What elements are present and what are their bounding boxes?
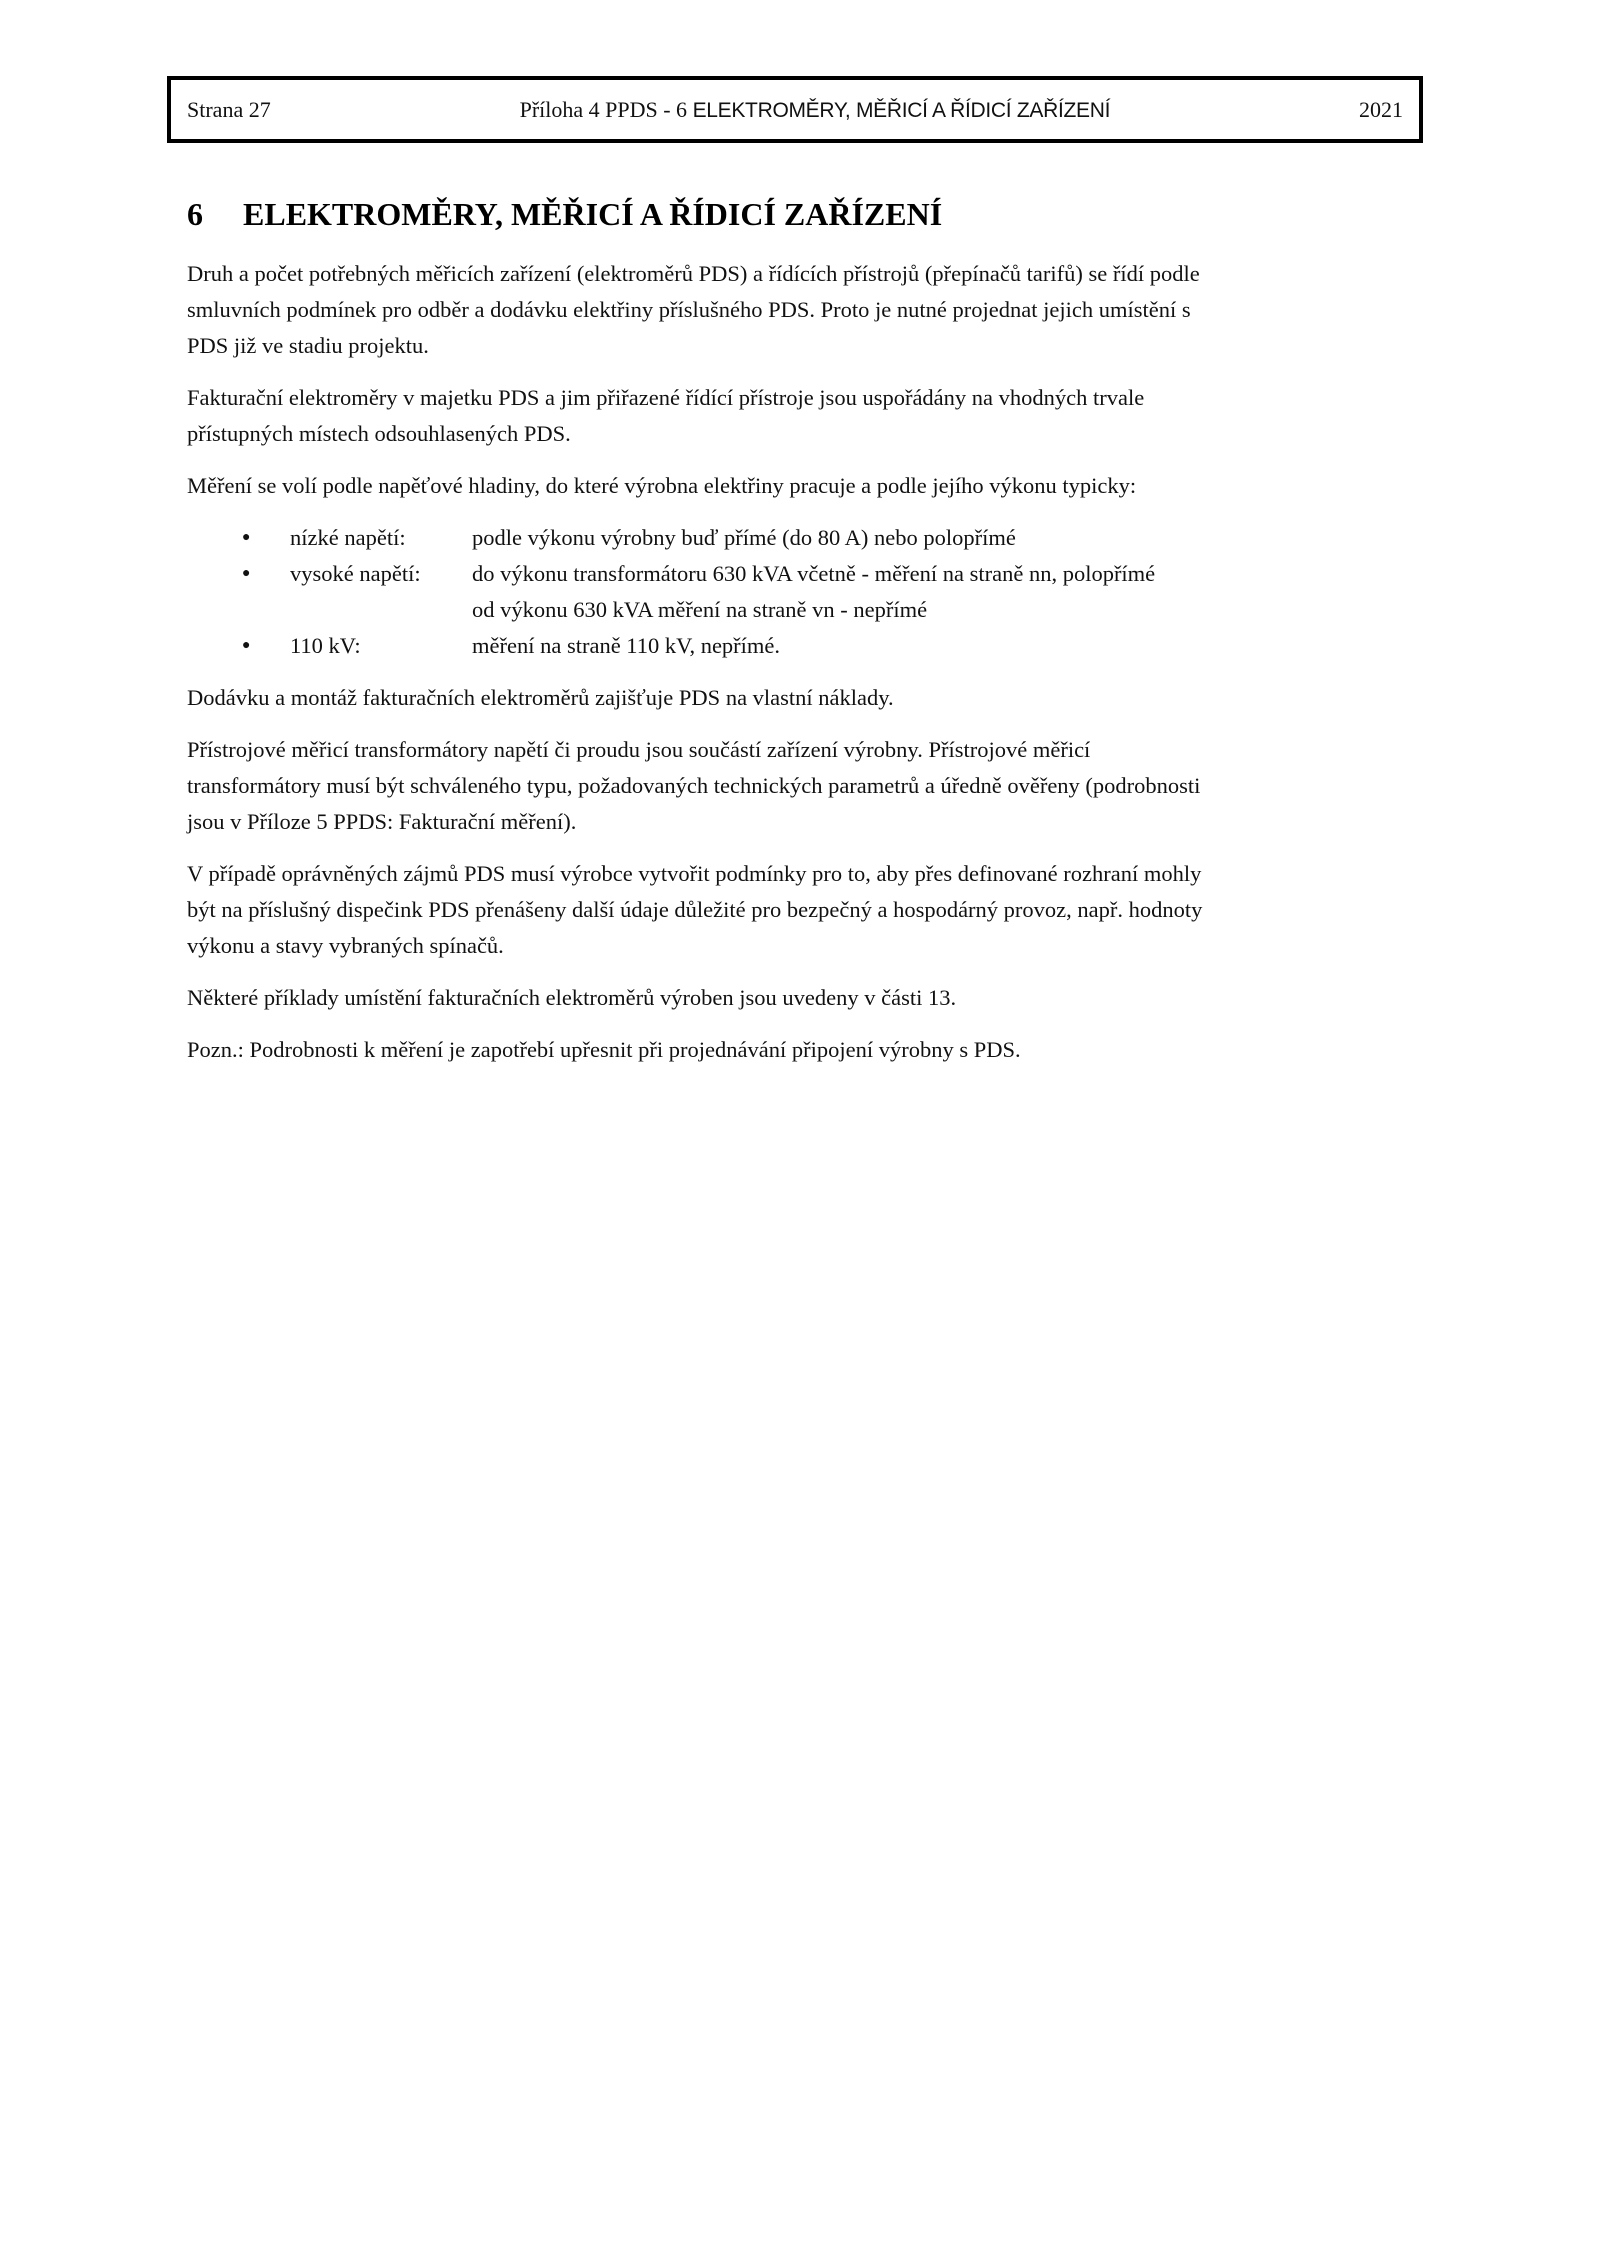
header-page-number: Strana 27 — [187, 96, 271, 122]
header-title — [271, 97, 1359, 123]
bullet-label: nízké napětí: — [290, 525, 406, 550]
text-line: Měření se volí podle napěťové hladiny, do které výrobna elektřiny pracuje a podle jejího výkonu typicky: — [187, 473, 1137, 498]
text-line: PDS již ve stadiu projektu. — [187, 333, 429, 358]
section-title: ELEKTROMĚRY, MĚŘICÍ A ŘÍDICÍ ZAŘÍZENÍ — [243, 196, 943, 232]
paragraph — [187, 380, 1449, 452]
header-appendix-label: Příloha 4 PPDS - 6 — [519, 96, 693, 122]
section-number: 6 — [187, 196, 203, 232]
text-line: transformátory musí být schváleného typu, požadovaných technických parametrů a úředně ověřeny (podrobnosti — [187, 773, 1201, 798]
text-line: být na příslušný dispečink PDS přenášeny další údaje důležité pro bezpečný a hospodárný provoz, např. hodnoty — [187, 897, 1203, 922]
document-body — [187, 193, 1449, 1084]
text-line: smluvních podmínek pro odběr a dodávku elektřiny příslušného PDS. Proto je nutné projednat jejich umístění s — [187, 297, 1191, 322]
page-header — [167, 76, 1423, 143]
text-line: od výkonu 630 kVA měření na straně vn - nepřímé — [472, 597, 928, 622]
text-line: přístupných místech odsouhlasených PDS. — [187, 421, 571, 446]
text-line: měření na straně 110 kV, nepřímé. — [472, 633, 781, 658]
bullet-list — [187, 520, 1449, 664]
text-line: Dodávku a montáž fakturačních elektroměrů zajišťuje PDS na vlastní náklady. — [187, 685, 894, 710]
text-line: Přístrojové měřicí transformátory napětí či proudu jsou součástí zařízení výrobny. Přístrojové měřicí — [187, 737, 1091, 762]
list-item — [242, 520, 1449, 556]
text-line: V případě oprávněných zájmů PDS musí výrobce vytvořit podmínky pro to, aby přes definované rozhraní mohly — [187, 861, 1202, 886]
bullet-description — [472, 556, 1449, 628]
paragraph — [187, 1032, 1449, 1068]
text-line: Některé příklady umístění fakturačních elektroměrů výroben jsou uvedeny v části 13. — [187, 985, 957, 1010]
paragraph — [187, 732, 1449, 840]
bullet-description — [472, 520, 1449, 556]
list-item — [242, 628, 1449, 664]
bullet-label: 110 kV: — [290, 633, 361, 658]
text-line: do výkonu transformátoru 630 kVA včetně - měření na straně nn, polopřímé — [472, 561, 1156, 586]
text-line: jsou v Příloze 5 PPDS: Fakturační měření). — [187, 809, 577, 834]
text-line: Fakturační elektroměry v majetku PDS a jim přiřazené řídící přístroje jsou uspořádány na vhodných trvale — [187, 385, 1145, 410]
header-chapter-label: ELEKTROMĚRY, MĚŘICÍ A ŘÍDICÍ ZAŘÍZENÍ — [692, 98, 1111, 122]
text-line: podle výkonu výrobny buď přímé (do 80 A) nebo polopřímé — [472, 525, 1016, 550]
paragraph — [187, 980, 1449, 1016]
text-line: Pozn.: Podrobnosti k měření je zapotřebí upřesnit při projednávání připojení výrobny s PDS. — [187, 1037, 1021, 1062]
header-year: 2021 — [1359, 96, 1403, 122]
bullet-icon: ● — [242, 638, 251, 653]
text-line: výkonu a stavy vybraných spínačů. — [187, 933, 504, 958]
section-heading — [187, 193, 1449, 235]
bullet-label: vysoké napětí: — [290, 561, 421, 586]
paragraph — [187, 468, 1449, 504]
text-line: Druh a počet potřebných měřicích zařízení (elektroměrů PDS) a řídících přístrojů (přepínačů tarifů) se řídí podle — [187, 261, 1200, 286]
paragraph — [187, 680, 1449, 716]
bullet-icon: ● — [242, 530, 251, 545]
paragraph — [187, 256, 1449, 364]
list-item — [242, 556, 1449, 628]
paragraph — [187, 856, 1449, 964]
bullet-icon: ● — [242, 566, 251, 581]
bullet-description — [472, 628, 1449, 664]
